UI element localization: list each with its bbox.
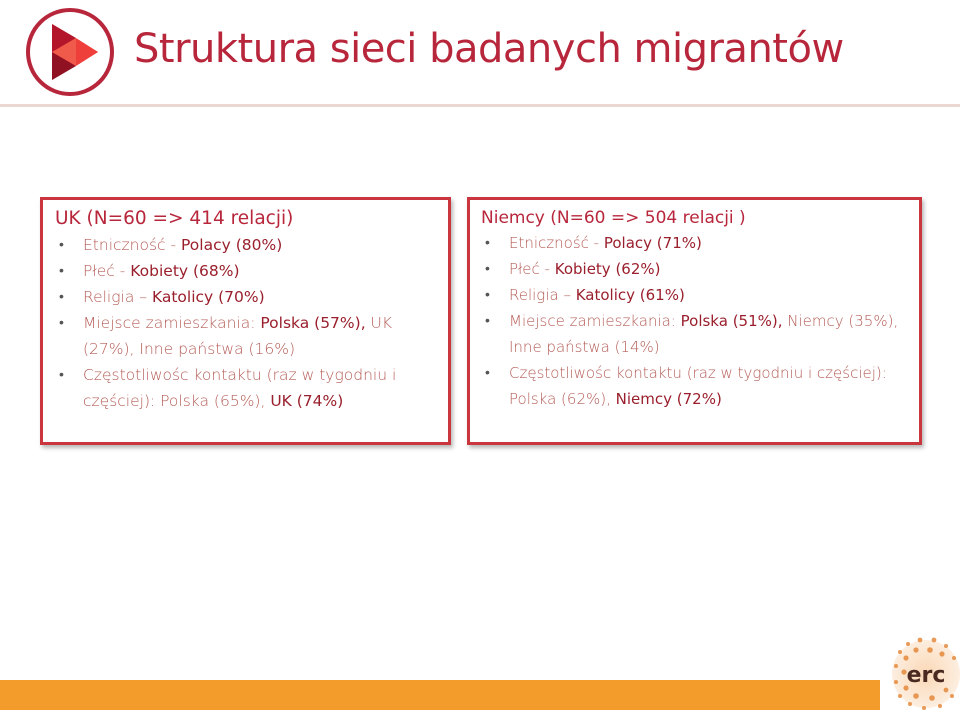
uk-box-header: UK (N=60 => 414 relacji): [55, 208, 294, 229]
germany-network-box: [467, 197, 922, 445]
list-item: • Religia – Katolicy (70%): [55, 284, 438, 310]
list-item: • Religia – Katolicy (61%): [481, 282, 909, 308]
germany-stats-list: [481, 230, 909, 412]
page-title: Struktura sieci badanych migrantów: [134, 26, 844, 72]
uk-network-box: [40, 197, 451, 445]
play-logo-icon: [24, 6, 116, 98]
list-item: • Częstotliwośc kontaktu (raz w tygodniu i częściej): Polska (62%), Niemcy (72%): [481, 360, 909, 412]
list-item: • Częstotliwośc kontaktu (raz w tygodniu i częściej): Polska (65%), UK (74%): [55, 362, 438, 414]
title-divider: [0, 104, 960, 107]
list-item: • Etniczność - Polacy (71%): [481, 230, 909, 256]
list-item: • Miejsce zamieszkania: Polska (57%), UK (27%), Inne państwa (16%): [55, 310, 438, 362]
list-item: • Płeć - Kobiety (62%): [481, 256, 909, 282]
uk-stats-list: [55, 232, 438, 414]
footer-bar: [0, 680, 880, 710]
list-item: • Etniczność - Polacy (80%): [55, 232, 438, 258]
list-item: • Płeć - Kobiety (68%): [55, 258, 438, 284]
erc-logo-text: erc: [906, 663, 946, 688]
erc-logo-icon: [886, 632, 960, 710]
list-item: • Miejsce zamieszkania: Polska (51%), Niemcy (35%), Inne państwa (14%): [481, 308, 909, 360]
germany-box-header: Niemcy (N=60 => 504 relacji ): [481, 208, 746, 228]
